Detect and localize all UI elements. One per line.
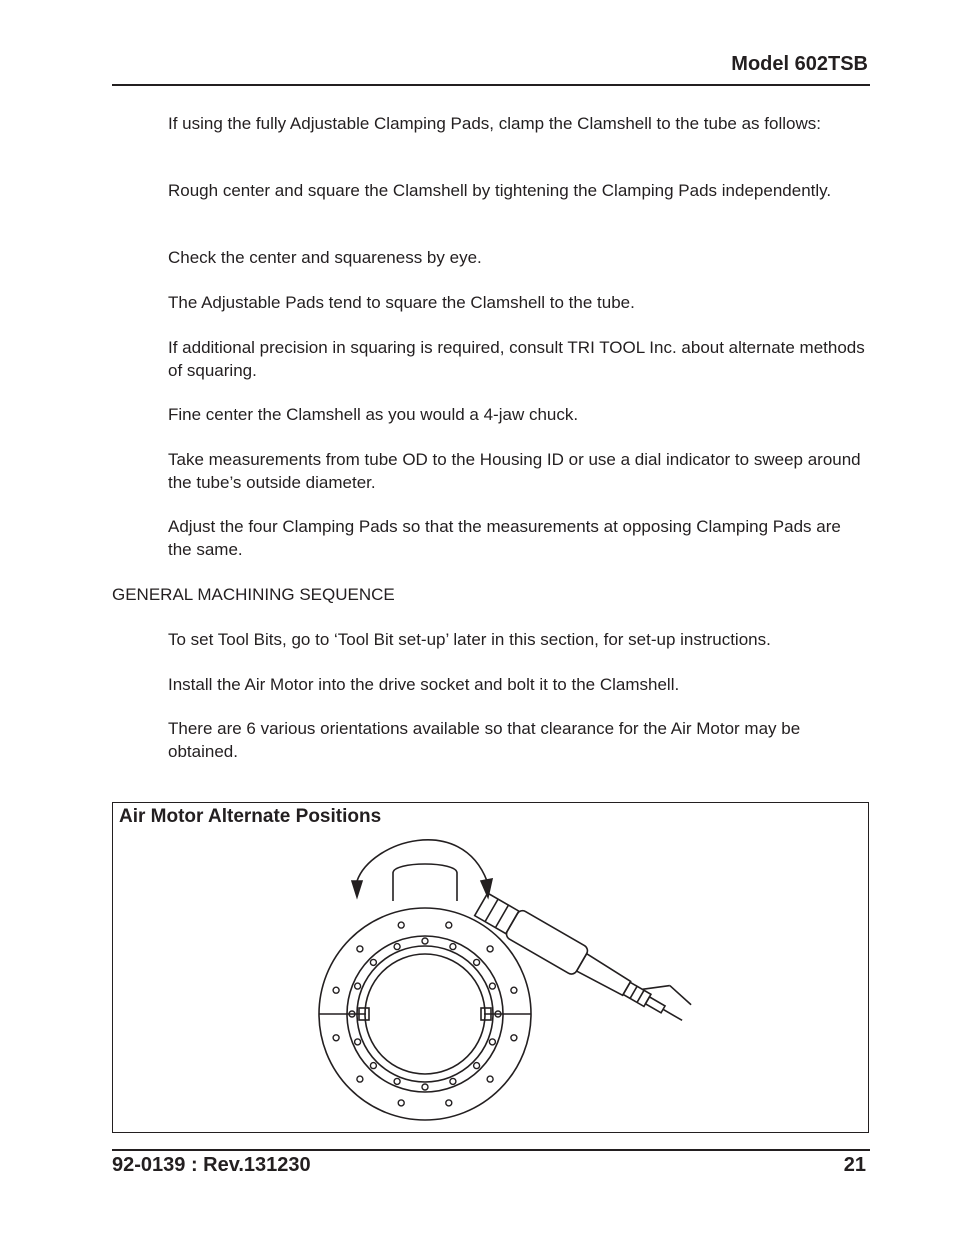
tube-bore [365,954,485,1074]
section-heading: GENERAL MACHINING SEQUENCE [112,585,395,604]
bolt-hole [398,1100,404,1106]
bolt-hole [398,922,404,928]
bolt-hole [355,983,361,989]
bolt-hole [446,1100,452,1106]
bolt-hole [333,1035,339,1041]
bolt-hole [487,946,493,952]
paragraph: There are 6 various orientations available so that clearance for the Air Motor may be obtained. [168,719,801,761]
rotation-arrow-arc [357,840,487,881]
bolt-hole [355,1039,361,1045]
bolt-hole [450,944,456,950]
bolt-hole [370,1063,376,1069]
bolt-hole [333,987,339,993]
bolt-hole [394,1078,400,1084]
paragraph: Adjust the four Clamping Pads so that the measurements at opposing Clamping Pads are the same. [168,517,841,559]
bolt-hole [511,987,517,993]
paragraph: If additional precision in squaring is required, consult TRI TOOL Inc. about alternate methods of squaring. [168,338,865,380]
bolt-hole [357,946,363,952]
bolt-hole [422,1084,428,1090]
bolt-hole [357,1076,363,1082]
paragraph: To set Tool Bits, go to ‘Tool Bit set-up’ later in this section, for set-up instructions. [168,630,771,649]
bolt-hole [370,959,376,965]
bolt-hole [474,959,480,965]
footer-rule [112,1149,870,1151]
bolt-hole [487,1076,493,1082]
paragraph: Fine center the Clamshell as you would a 4-jaw chuck. [168,405,579,424]
figure-caption: Air Motor Alternate Positions [119,806,382,827]
clamshell-inner-ring [357,946,493,1082]
bolt-hole [474,1063,480,1069]
bolt-hole [422,938,428,944]
footer-doc-number: 92-0139 : Rev.131230 [112,1154,311,1176]
bolt-hole [394,944,400,950]
paragraph: If using the fully Adjustable Clamping Pads, clamp the Clamshell to the tube as follows: [168,114,821,133]
header-rule [112,84,870,86]
paragraph: The Adjustable Pads tend to square the Clamshell to the tube. [168,293,635,312]
paragraph: Rough center and square the Clamshell by tightening the Clamping Pads independently. [168,181,832,200]
paragraph: Take measurements from tube OD to the Housing ID or use a dial indicator to sweep around the tube’s outside diameter. [168,450,861,492]
figure-box [112,802,869,1133]
bolt-hole [489,1039,495,1045]
arrow-head-left-icon [352,881,362,897]
bolt-hole [511,1035,517,1041]
air-motor [473,884,694,1035]
bolt-hole [450,1078,456,1084]
air-motor-diagram [113,803,868,1132]
clamshell-bolt-circle [347,936,503,1092]
bolt-hole [446,922,452,928]
drive-socket [393,864,457,901]
footer-page-number: 21 [843,1154,866,1176]
page-header-model: Model 602TSB [731,53,868,75]
bolt-hole [489,983,495,989]
paragraph: Install the Air Motor into the drive socket and bolt it to the Clamshell. [168,675,680,694]
paragraph: Check the center and squareness by eye. [168,248,482,267]
